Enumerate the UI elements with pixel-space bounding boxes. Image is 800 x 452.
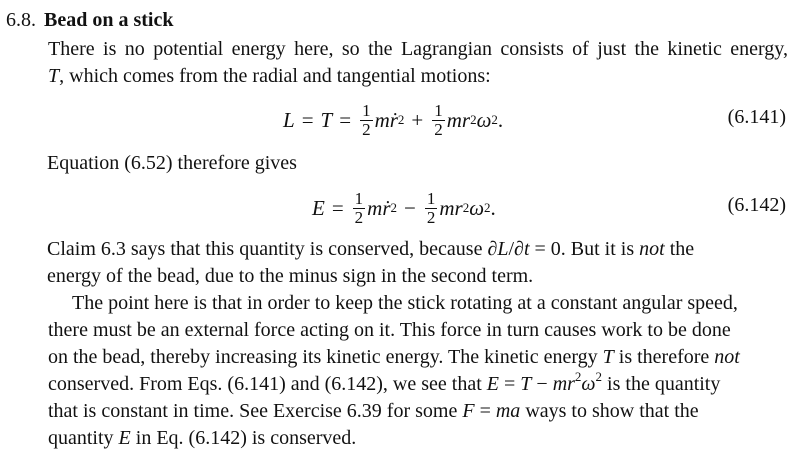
point-line-5-eq: = (474, 400, 496, 422)
point-line-4-eq: = (499, 373, 521, 395)
claim-L: L (497, 238, 509, 260)
eq1-period: . (497, 107, 504, 132)
point-line-5-ma: ma (495, 400, 521, 422)
point-line-4a: conserved. From Eqs. (6.141) and (6.142), we see that (48, 373, 487, 395)
claim-b: /∂ (508, 238, 524, 260)
point-paragraph (48, 290, 788, 452)
point-line-3-not: not (714, 346, 740, 368)
point-line-4-E: E (486, 373, 499, 395)
section-number: 6.8. (6, 9, 36, 31)
claim-t: t (523, 238, 530, 260)
claim-c: = 0. But it is (529, 238, 640, 260)
frac-den: 2 (362, 119, 371, 139)
frac-num: 1 (426, 188, 436, 208)
point-line-5 (48, 398, 788, 425)
point-line-4 (48, 371, 788, 398)
claim-not: not (639, 238, 665, 260)
between-text: Equation (6.52) therefore gives (47, 152, 297, 174)
point-line-4-omega: ω (581, 373, 596, 395)
frac-num: 1 (434, 100, 443, 120)
eq2-term1: mṙ (367, 195, 391, 220)
eq1-term1: mṙ (374, 107, 398, 132)
eq1-omega: ω (476, 107, 492, 132)
section-title: Bead on a stick (44, 9, 174, 31)
claim-line-2: energy of the bead, due to the minus sign in the second term. (47, 265, 534, 287)
eq2-term2: mr (439, 195, 463, 220)
point-line-3a: on the bead, thereby increasing its kinetic energy. The kinetic energy (48, 346, 603, 368)
claim-a: Claim 6.3 says that this quantity is conserved, because ∂ (47, 238, 498, 260)
point-line-5b: ways to show that the (520, 400, 699, 422)
eq1-T: T (320, 107, 333, 132)
claim-line-1 (47, 236, 788, 263)
equation-6-142-body: E = $\frac{1}{2}$ mṙ 2 − $\frac{1}{2}$ mr 2 ω 2 . (312, 188, 496, 227)
point-line-3b: is therefore (613, 346, 715, 368)
claim-d: the (664, 238, 695, 260)
point-line-3 (48, 344, 788, 371)
section-heading (6, 8, 173, 32)
eq2-half-1 (353, 190, 366, 227)
point-line-4-T: T (520, 373, 532, 395)
equation-number-6-141: (6.141) (727, 106, 786, 128)
equation-6-142 (0, 180, 800, 236)
eq2-omega: ω (469, 195, 485, 220)
frac-num: 1 (362, 100, 371, 120)
point-line-4b: is the quantity (602, 373, 721, 395)
point-line-4-mr: mr (552, 373, 575, 395)
point-line-5-F: F (462, 400, 475, 422)
point-line-3-T: T (602, 346, 614, 368)
point-line-4-minus: − (531, 373, 553, 395)
eq2-period: . (490, 195, 496, 220)
point-line-4-sq: 2 (574, 369, 582, 384)
point-line-6b: in Eq. (6.142) is conserved. (130, 427, 357, 449)
between-paragraph (48, 150, 788, 177)
frac-den: 2 (426, 207, 436, 227)
intro-line-2 (48, 63, 788, 90)
point-line-6a: quantity (48, 427, 119, 449)
equation-6-141 (0, 92, 800, 148)
equation-number-6-142: (6.142) (727, 194, 786, 216)
point-line-2: there must be an external force acting on it. This force in turn causes work to be done (48, 319, 731, 341)
point-line-1: The point here is that in order to keep the stick rotating at a constant angular speed, (72, 292, 738, 314)
intro-line-2-text: , which comes from the radial and tangential motions: (59, 65, 491, 87)
intro-line-1: There is no potential energy here, so the Lagrangian consists of just the kinetic energy, (48, 38, 788, 60)
eq1-half-1 (360, 102, 373, 139)
point-line-6 (48, 425, 788, 452)
frac-den: 2 (434, 119, 443, 139)
claim-paragraph (48, 236, 788, 290)
point-line-5a: that is constant in time. See Exercise 6.39 for some (48, 400, 463, 422)
frac-num: 1 (354, 188, 364, 208)
eq1-L: L (283, 107, 295, 132)
eq2-E: E (312, 195, 325, 220)
point-line-4-sq2: 2 (595, 369, 603, 384)
frac-den: 2 (354, 207, 364, 227)
eq1-half-2 (432, 102, 445, 139)
equation-6-141-body: L = T = $\frac{1}{2}$ mṙ 2 + $\frac{1}{2}$ mr 2 ω 2 . (283, 100, 504, 139)
intro-paragraph (48, 36, 788, 90)
eq2-half-2 (425, 190, 438, 227)
var-T: T (48, 65, 60, 87)
point-line-6-E: E (118, 427, 131, 449)
eq1-term2: mr (446, 107, 471, 132)
